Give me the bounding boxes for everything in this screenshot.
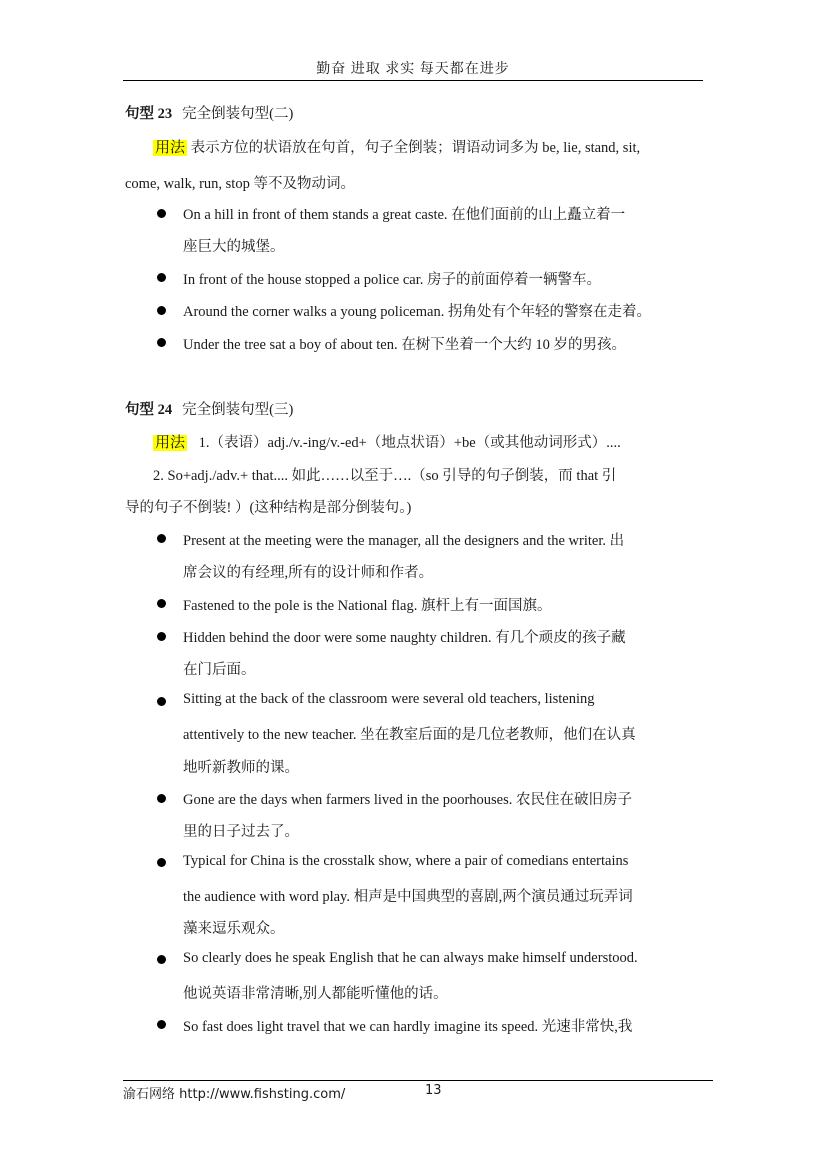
section-24-title: 完全倒装句型(三) [182,402,294,418]
example-line1: On a hill in front of them stands a great caste. 在他们面前的山上矗立着一 [183,207,626,223]
section-23-label: 句型 23 [125,106,173,122]
example-line1: Around the corner walks a young policeman. 拐角处有个年轻的警察在走着。 [183,304,651,320]
example-line1: Sitting at the back of the classroom were several old teachers, listening [183,691,595,707]
bullet-icon [157,697,166,706]
example-line2: 他说英语非常清晰,别人都能听懂他的话。 [183,986,448,1002]
example-line3: 地听新教师的课。 [183,760,299,776]
example-line2: 席会议的有经理,所有的设计师和作者。 [183,565,434,581]
bullet-icon [157,794,166,803]
usage-text-line1: 1.（表语）adj./v.-ing/v.-ed+（地点状语）+be（或其他动词形式）.... [198,435,621,451]
example-line2: 里的日子过去了。 [183,824,299,840]
bullet-icon [157,534,166,543]
bullet-icon [157,599,166,608]
bullet-icon [157,955,166,964]
bullet-icon [157,209,166,218]
example-line1: So clearly does he speak English that he can always make himself understood. [183,950,638,966]
page-number: 13 [425,1083,442,1098]
example-line1: Typical for China is the crosstalk show, where a pair of comedians entertains [183,853,629,869]
section-23-heading [125,102,293,123]
example-line1: Present at the meeting were the manager, all the designers and the writer. 出 [183,533,625,549]
section-23-title: 完全倒装句型(二) [182,106,294,122]
usage-text-line2: 2. So+adj./adv.+ that.... 如此……以至于….（so 引导的句子倒装，而 that 引 [153,468,617,484]
bullet-icon [157,338,166,347]
example-line1: So fast does light travel that we can hardly imagine its speed. 光速非常快,我 [183,1019,633,1035]
example-line3: 藻来逗乐观众。 [183,921,285,937]
page-header: 勤奋 进取 求实 每天都在进步 [316,62,510,77]
example-line2: attentively to the new teacher. 坐在教室后面的是几位老教师，他们在认真 [183,727,636,743]
example-line2: 在门后面。 [183,662,256,678]
bullet-icon [157,1020,166,1029]
bullet-icon [157,632,166,641]
usage-text-line2: come, walk, run, stop 等不及物动词。 [125,176,355,192]
example-line1: Gone are the days when farmers lived in the poorhouses. 农民住在破旧房子 [183,792,632,808]
bullet-icon [157,858,166,867]
section-23-usage [153,136,640,157]
bullet-icon [157,273,166,282]
header-rule [123,80,703,81]
footer-rule [123,1080,713,1081]
section-24-heading [125,398,293,419]
usage-text-line1: 表示方位的状语放在句首，句子全倒装；谓语动词多为 be, lie, stand, sit, [190,140,641,156]
example-line2: 座巨大的城堡。 [183,239,285,255]
usage-text-line3: 导的句子不倒装! ）(这种结构是部分倒装句。) [125,500,412,516]
example-line2: the audience with word play. 相声是中国典型的喜剧,两个演员通过玩弄词 [183,889,633,905]
example-line1: Hidden behind the door were some naughty children. 有几个顽皮的孩子藏 [183,630,626,646]
example-line1: In front of the house stopped a police car. 房子的前面停着一辆警车。 [183,272,602,288]
footer-site: 渝石网络 http://www.fishsting.com/ [123,1087,346,1102]
example-line1: Fastened to the pole is the National flag. 旗杆上有一面国旗。 [183,598,552,614]
section-24-label: 句型 24 [125,402,173,418]
section-24-usage [153,431,621,452]
usage-tag: 用法 [155,435,186,451]
usage-tag: 用法 [155,140,186,156]
example-line1: Under the tree sat a boy of about ten. 在树下坐着一个大约 10 岁的男孩。 [183,337,626,353]
bullet-icon [157,306,166,315]
